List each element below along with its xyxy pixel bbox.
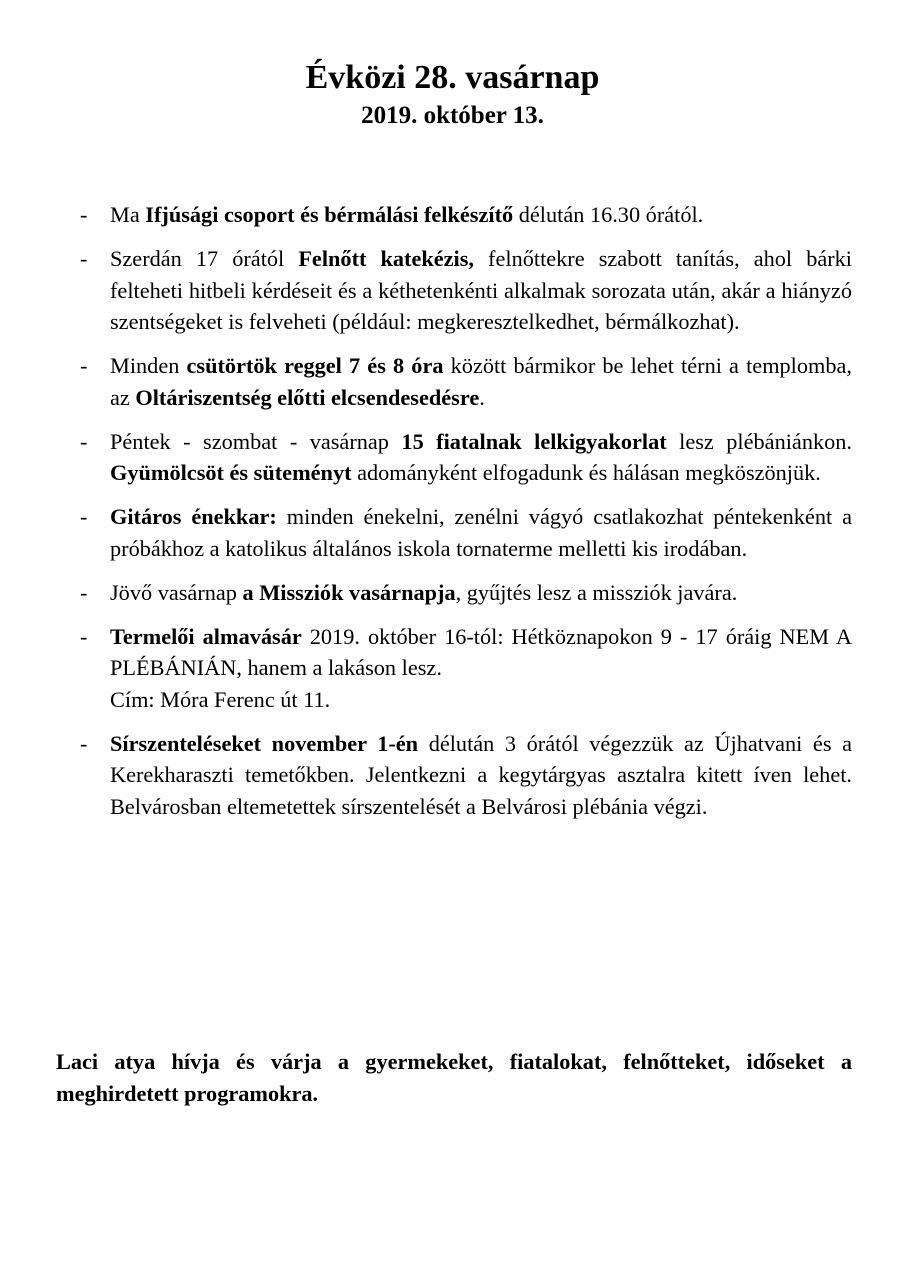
text: Jövő vasárnap <box>110 579 243 605</box>
text: adományként elfogadunk és hálásan megköszönjük. <box>351 460 821 485</box>
text: . <box>479 384 485 410</box>
list-item-apple-fair <box>80 621 852 716</box>
bullet-dash: - <box>80 428 88 454</box>
bullet-dash: - <box>80 504 88 529</box>
announcement-list <box>80 199 852 835</box>
highlight: a Missziók vasárnapja <box>242 579 456 605</box>
highlight: 15 fiatalnak lelkigyakorlat <box>401 428 667 454</box>
text: 2019. október 16-tól: Hétköznapokon 9 - 17 óráig NEM A PLÉBÁNIÁN, hanem a lakáson lesz. <box>110 623 852 680</box>
list-item-adoration <box>80 350 852 413</box>
list-item-catechesis <box>80 243 852 338</box>
text: Szerdán 17 órától <box>110 246 299 271</box>
closing-invitation: Laci atya hívja és várja a gyermekeket, fiatalokat, felnőtteket, időseket a meghirdetett programokra. <box>56 1049 852 1106</box>
text: délután 16.30 órától. <box>513 202 704 227</box>
page-date: 2019. október 13. <box>361 102 544 129</box>
page-title: Évközi 28. vasárnap <box>305 59 600 96</box>
text: lesz plébániánkon. <box>666 428 852 454</box>
highlight: Termelői almavásár <box>110 623 302 649</box>
highlight: Sírszenteléseket november 1-én <box>110 730 419 756</box>
bullet-dash: - <box>80 579 88 605</box>
list-item-grave-blessing <box>80 728 852 823</box>
bullet-dash: - <box>80 246 88 271</box>
highlight: Gyümölcsöt és süteményt <box>110 460 352 485</box>
text: délután 3 órától végezzük az Újhatvani és a Kerekharaszti temetőkben. Jelentkezni a kegytárgyas asztalra kitett íven lehet. Belvárosban eltemetettek sírszentelését a Belvárosi plébánia végzi. <box>110 730 853 819</box>
text: között bármikor be lehet térni a templomba, az <box>110 353 852 410</box>
bullet-dash: - <box>80 202 88 227</box>
highlight: csütörtök reggel 7 és 8 óra <box>186 353 444 378</box>
address-line: Cím: Móra Ferenc út 11. <box>110 686 331 712</box>
text: , gyűjtés lesz a missziók javára. <box>455 579 738 605</box>
text: Minden <box>110 353 187 378</box>
bullet-dash: - <box>80 353 88 378</box>
text: felnőttekre szabott tanítás, ahol bárki felteheti hitbeli kérdéseit és a kéthetenkénti alkalmak sorozata után, akár a hiányzó szentségeket is felveheti (például: megkeresztelkedhet, bérmálkozhat). <box>110 246 853 334</box>
text: minden énekelni, zenélni vágyó csatlakozhat péntekenként a próbákhoz a katolikus általános iskola tornaterme melletti kis irodában. <box>110 504 852 561</box>
text: Ma <box>110 202 146 227</box>
highlight: Ifjúsági csoport és bérmálási felkészítő <box>145 202 514 227</box>
text: Péntek - szombat - vasárnap <box>110 428 402 454</box>
list-item-retreat <box>80 426 852 489</box>
bullet-dash: - <box>80 730 88 756</box>
list-item-youth-group <box>80 199 852 231</box>
highlight: Oltáriszentség előtti elcsendesedésre <box>135 384 480 410</box>
highlight: Felnőtt katekézis, <box>298 246 474 271</box>
list-item-guitar-choir <box>80 501 852 564</box>
bullet-dash: - <box>80 623 88 649</box>
list-item-mission-sunday <box>80 577 852 609</box>
highlight: Gitáros énekkar: <box>110 504 277 529</box>
